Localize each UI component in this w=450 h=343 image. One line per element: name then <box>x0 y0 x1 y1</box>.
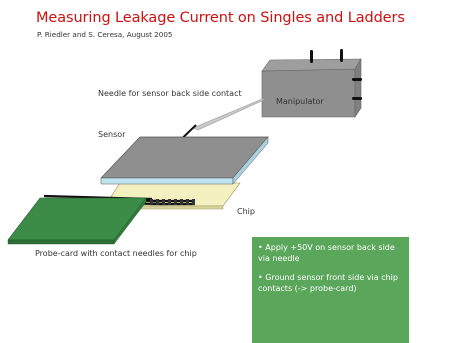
slide-title: Measuring Leakage Current on Singles and Ladders <box>36 10 405 26</box>
needle-label: Needle for sensor back side contact <box>98 89 242 98</box>
probe-card <box>8 198 146 244</box>
sensor-label: Sensor <box>98 130 126 139</box>
note-item: • Ground sensor front side via chip contacts (-> probe-card) <box>258 273 398 293</box>
chip-label: Chip <box>237 207 255 216</box>
sensor <box>101 137 268 184</box>
notes-box <box>252 237 409 343</box>
manipulator <box>262 49 362 117</box>
manipulator-label: Manipulator <box>276 97 324 106</box>
slide-subtitle: P. Riedler and S. Ceresa, August 2005 <box>37 30 173 39</box>
probe-card-label: Probe-card with contact needles for chip <box>35 249 197 258</box>
note-item: • Apply +50V on sensor back side via needle <box>258 243 395 263</box>
